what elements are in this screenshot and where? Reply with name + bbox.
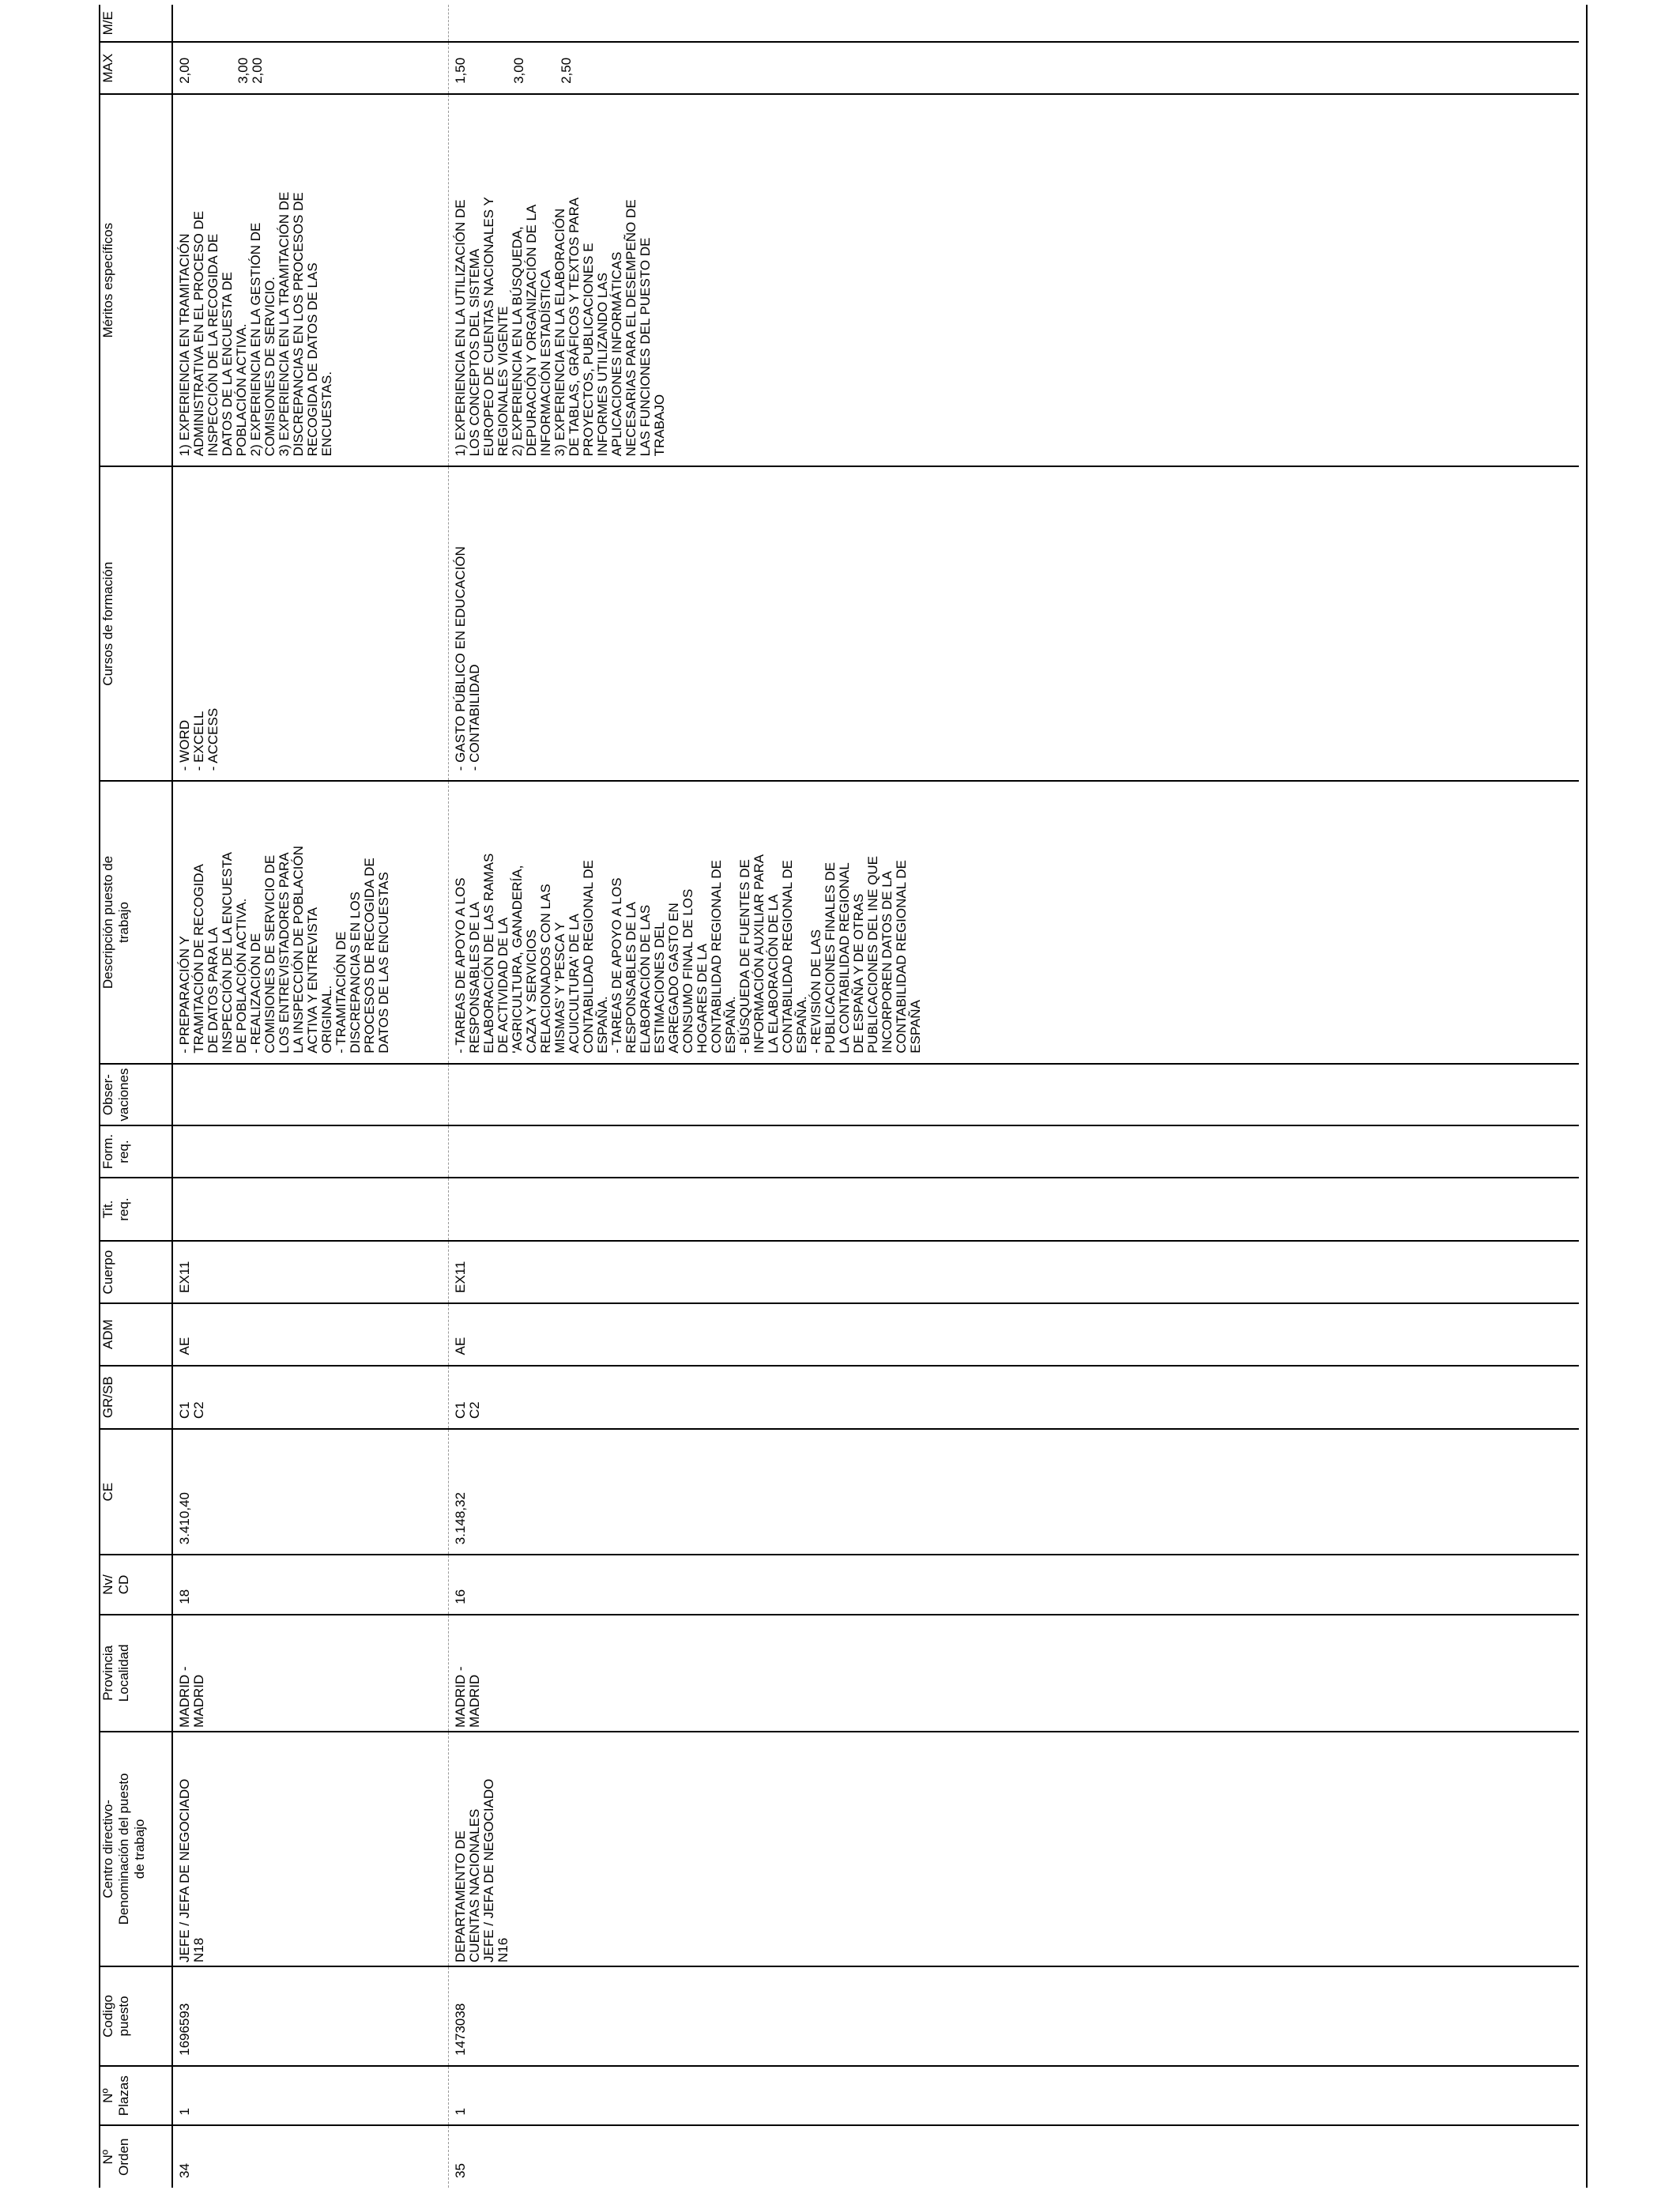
header-max: MAX xyxy=(100,42,172,93)
cell-plazas: 1 xyxy=(449,2066,1580,2126)
header-ce: CE xyxy=(100,1429,172,1555)
header-adm: ADM xyxy=(100,1303,172,1366)
cell-grupo: C1 C2 xyxy=(172,1366,449,1430)
cell-ce: 3.410,40 xyxy=(172,1429,449,1555)
cell-provincia: MADRID - MADRID xyxy=(172,1615,449,1732)
table-row xyxy=(449,5,1580,2188)
cell-codigo: 1473038 xyxy=(449,1966,1580,2066)
cell-max xyxy=(172,42,449,93)
cell-provincia: MADRID - MADRID xyxy=(449,1615,1580,1732)
header-centro: Centro directivo- Denominación del puesto de trabajo xyxy=(100,1732,172,1966)
position-name: JEFE / JEFA DE NEGOCIADO N16 xyxy=(481,1778,510,1962)
cell-centro xyxy=(449,1732,1580,1966)
max-value: 2,50 xyxy=(559,57,574,84)
max-value: 3,00 xyxy=(235,57,250,84)
cell-adm: AE xyxy=(172,1303,449,1366)
header-form: Form. req. xyxy=(100,1125,172,1177)
header-provincia: Provincia Localidad xyxy=(100,1615,172,1732)
cell-me xyxy=(449,5,1580,42)
cell-orden: 34 xyxy=(172,2125,449,2188)
cell-cursos: - GASTO PÚBLICO EN EDUCACIÓN - CONTABILIDAD xyxy=(449,466,1580,781)
header-meritos: Méritos específicos xyxy=(100,94,172,466)
header-cuerpo: Cuerpo xyxy=(100,1241,172,1303)
cell-nivel: 18 xyxy=(172,1555,449,1615)
header-descripcion: Descripción puesto de trabajo xyxy=(100,781,172,1064)
cell-max xyxy=(449,42,1580,93)
header-tit: Tit. req. xyxy=(100,1178,172,1242)
header-orden: Nº Orden xyxy=(100,2125,172,2188)
cell-descripcion: - PREPARACIÓN Y TRAMITACIÓN DE RECOGIDA DE DATOS PARA LA INSPECCIÓN DE LA ENCUESTA DE POBLACIÓN ACTIVA. - REALIZACIÓN DE COMISIONES DE SERVICIO DE LOS ENTREVISTADORES PARA LA INSPECCIÓN DE POBLACIÓN ACTIVA Y ENTREVISTA ORIGINAL. - TRAMITACIÓN DE DISCREPANCIAS EN LOS PROCESOS DE RECOGIDA DE DATOS DE LAS ENCUESTAS xyxy=(172,781,449,1064)
header-grupo: GR/SB xyxy=(100,1366,172,1430)
cell-cuerpo: EX11 xyxy=(449,1241,1580,1303)
header-cursos: Cursos de formación xyxy=(100,466,172,781)
cell-cuerpo: EX11 xyxy=(172,1241,449,1303)
cell-adm: AE xyxy=(449,1303,1580,1366)
header-obs: Obser- vaciones xyxy=(100,1064,172,1126)
cell-meritos: 1) EXPERIENCIA EN LA UTILIZACIÓN DE LOS CONCEPTOS DEL SISTEMA EUROPEO DE CUENTAS NACIONALES Y REGIONALES VIGENTE 2) EXPERIENCIA EN LA BÚSQUEDA, DEPURACIÓN Y ORGANIZACIÓN DE LA INFORMACIÓN ESTADÍSTICA 3) EXPERIENCIA EN LA ELABORACIÓN DE TABLAS, GRÁFICOS Y TEXTOS PARA PROYECTOS, PUBLICACIONES E INFORMES UTILIZANDO LAS APLICACIONES INFORMÁTICAS NECESARIAS PARA EL DESEMPEÑO DE LAS FUNCIONES DEL PUESTO DE TRABAJO xyxy=(449,94,1580,466)
cell-cursos: - WORD - EXCELL - ACCESS xyxy=(172,466,449,781)
cell-tit xyxy=(172,1178,449,1242)
cell-meritos: 1) EXPERIENCIA EN TRAMITACIÓN ADMINISTRATIVA EN EL PROCESO DE INSPECCIÓN DE LA RECOGIDA DE DATOS DE LA ENCUESTA DE POBLACIÓN ACTIVA. 2) EXPERIENCIA EN LA GESTIÓN DE COMISIONES DE SERVICIO. 3) EXPERIENCIA EN LA TRAMITACIÓN DE DISCREPANCIAS EN LOS PROCESOS DE RECOGIDA DE DATOS DE LAS ENCUESTAS. xyxy=(172,94,449,466)
cell-ce: 3.148,32 xyxy=(449,1429,1580,1555)
cell-orden: 35 xyxy=(453,2163,468,2178)
cell-nivel: 16 xyxy=(449,1555,1580,1615)
cell-codigo: 1696593 xyxy=(172,1966,449,2066)
cell-tit xyxy=(449,1178,1580,1242)
cell-obs xyxy=(172,1064,449,1126)
max-value: 2,00 xyxy=(250,57,265,84)
header-row xyxy=(100,5,172,2188)
header-nivel: Nv/ CD xyxy=(100,1555,172,1615)
cell-obs xyxy=(449,1064,1580,1126)
header-codigo: Codigo puesto xyxy=(100,1966,172,2066)
cell-me xyxy=(172,5,449,42)
header-plazas: Nº Plazas xyxy=(100,2066,172,2126)
cell-form xyxy=(449,1125,1580,1177)
max-value: 3,00 xyxy=(511,57,526,84)
cell-plazas: 1 xyxy=(172,2066,449,2126)
department-name: DEPARTAMENTO DE CUENTAS NACIONALES xyxy=(453,1808,482,1962)
cell-descripcion: - TAREAS DE APOYO A LOS RESPONSABLES DE LA ELABORACIÓN DE LAS RAMAS DE ACTIVIDAD DE LA 'AGRICULTURA, GANADERÍA, CAZA Y SERVICIOS RELACIONADOS CON LAS MISMAS' Y 'PESCA Y ACUICULTURA' DE LA CONTABILIDAD REGIONAL DE ESPAÑA. - TAREAS DE APOYO A LOS RESPONSABLES DE LA ELABORACIÓN DE LAS ESTIMACIONES DEL AGREGADO GASTO EN CONSUMO FINAL DE LOS HOGARES DE LA CONTABILIDAD REGIONAL DE ESPAÑA. - BÚSQUEDA DE FUENTES DE INFORMACIÓN AUXILIAR PARA LA ELABORACIÓN DE LA CONTABILIDAD REGIONAL DE ESPAÑA. - REVISIÓN DE LAS PUBLICACIONES FINALES DE LA CONTABILIDAD REGIONAL DE ESPAÑA Y DE OTRAS PUBLICACIONES DEL INE QUE INCORPOREN DATOS DE LA CONTABILIDAD REGIONAL DE ESPAÑA xyxy=(449,781,1580,1064)
max-value: 2,00 xyxy=(177,57,192,84)
cell-form xyxy=(172,1125,449,1177)
cell-grupo: C1 C2 xyxy=(449,1366,1580,1430)
job-positions-table xyxy=(99,5,1588,2188)
header-me: M/E xyxy=(100,5,172,42)
table-row xyxy=(172,5,449,2188)
max-value: 1,50 xyxy=(453,57,468,84)
cell-centro: JEFE / JEFA DE NEGOCIADO N18 xyxy=(172,1732,449,1966)
